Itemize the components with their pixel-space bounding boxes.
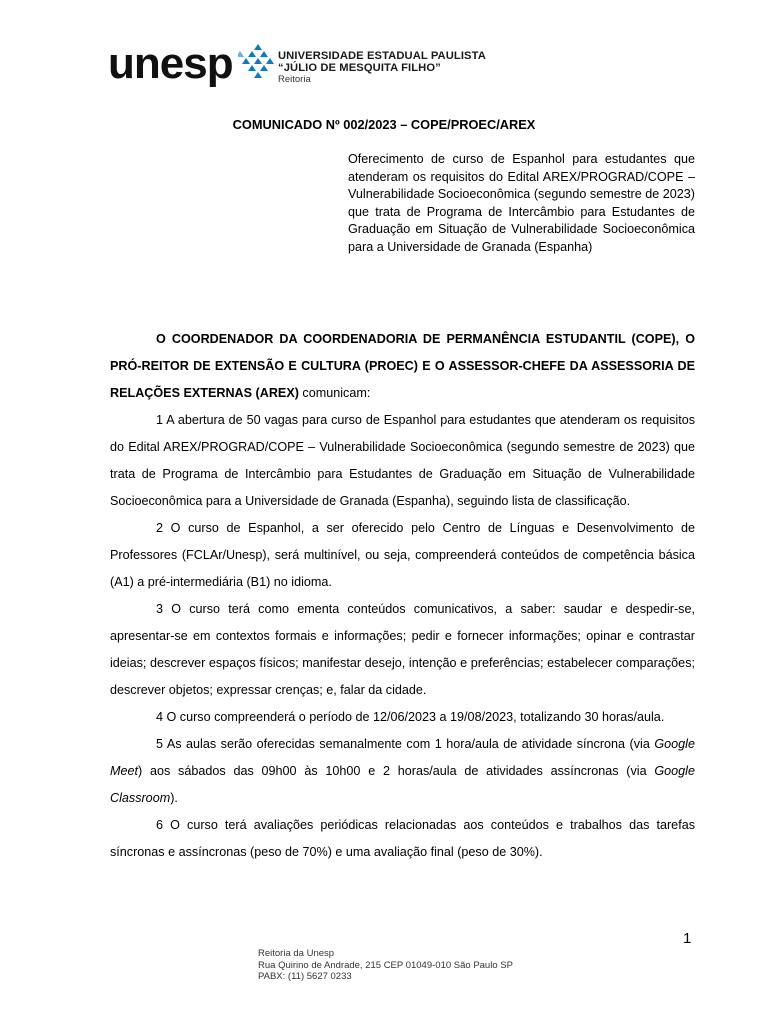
document-abstract: Oferecimento de curso de Espanhol para estudantes que atenderam os requisitos do Edital AREX/PROGRAD/COPE – Vulnerabilidade Socioeconômica (segundo semestre de 2023) que trata de Programa de Intercâmbio para Estudantes de Graduação em Situação de Vulnerabilidade Socioeconômica para a Universidade de Granada (Espanha) xyxy=(348,152,695,254)
page-number: 1 xyxy=(683,930,692,947)
institution-line3: Reitoria xyxy=(278,74,311,85)
letterhead xyxy=(108,39,528,94)
item-5-meet: Google Meet xyxy=(110,737,695,778)
intro-rest: comunicam: xyxy=(298,386,371,400)
item-5-part-b: ) aos sábados das 09h00 às 10h00 e 2 horas/aula de atividades assíncronas (via xyxy=(138,764,655,778)
item-2: 2 O curso de Espanhol, a ser oferecido pelo Centro de Línguas e Desenvolvimento de Professores (FCLAr/Unesp), será multinível, ou seja, compreenderá conteúdos de competência básica (A1) a pré-intermediária (B1) no idioma. xyxy=(110,521,695,589)
item-1: 1 A abertura de 50 vagas para curso de Espanhol para estudantes que atenderam os requisitos do Edital AREX/PROGRAD/COPE – Vulnerabilidade Socioeconômica (segundo semestre de 2023) que trata de Programa de Intercâmbio para Estudantes de Graduação em Situação de Vulnerabilidade Socioeconômica para a Universidade de Granada (Espanha), seguindo lista de classificação. xyxy=(110,413,695,508)
item-3: 3 O curso terá como ementa conteúdos comunicativos, a saber: saudar e despedir-se, apresentar-se em contextos formais e informações; pedir e fornecer informações; opinar e contrastar ideias; descrever espaços físicos; manifestar desejo, intenção e preferências; estabelecer comparações; descrever objetos; expressar crenças; e, falar da cidade. xyxy=(110,602,695,697)
item-6: 6 O curso terá avaliações periódicas relacionadas aos conteúdos e trabalhos das tarefas síncronas e assíncronas (peso de 70%) e uma avaliação final (peso de 30%). xyxy=(110,818,695,859)
item-4: 4 O curso compreenderá o período de 12/06/2023 a 19/08/2023, totalizando 30 horas/aula. xyxy=(156,710,665,724)
item-5 xyxy=(110,731,695,812)
institution-line2: “JÚLIO DE MESQUITA FILHO” xyxy=(278,62,441,74)
item-5-part-c: ). xyxy=(170,791,178,805)
unesp-logo-text: unesp xyxy=(108,39,233,88)
item-5-part-a: 5 As aulas serão oferecidas semanalmente com 1 hora/aula de atividade síncrona (via xyxy=(156,737,655,751)
footer-line2: Rua Quirino de Andrade, 215 CEP 01049-010 São Paulo SP xyxy=(258,959,513,971)
institution-line1: UNIVERSIDADE ESTADUAL PAULISTA xyxy=(278,50,486,62)
document-title: COMUNICADO Nº 002/2023 – COPE/PROEC/AREX xyxy=(232,117,536,132)
institution-name xyxy=(278,50,486,86)
item-5-classroom: Google Classroom xyxy=(110,764,695,805)
footer-line3: PABX: (11) 5627 0233 xyxy=(258,971,352,982)
footer-address xyxy=(258,948,513,983)
unesp-logo-icon xyxy=(238,42,278,82)
document-body xyxy=(110,326,695,866)
intro-paragraph xyxy=(110,326,695,407)
intro-bold: O COORDENADOR DA COORDENADORIA DE PERMANÊNCIA ESTUDANTIL (COPE), O PRÓ-REITOR DE EXTENSÃO E CULTURA (PROEC) E O ASSESSOR-CHEFE DA ASSESSORIA DE RELAÇÕES EXTERNAS (AREX) xyxy=(110,332,695,400)
footer-line1: Reitoria da Unesp xyxy=(258,948,335,959)
